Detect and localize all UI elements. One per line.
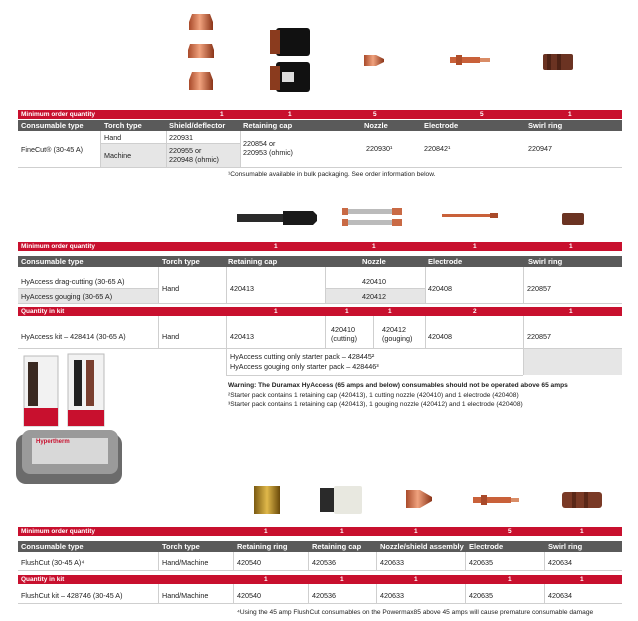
hyaccess-kit-qty-nozzle-cut: 1 xyxy=(345,308,349,315)
hyaccess-nozzle-gouge: 420412 xyxy=(362,292,386,301)
flushcut-ring: 420540 xyxy=(237,558,261,567)
finecut-header-nozzle: Nozzle xyxy=(364,121,388,130)
flushcut-qty-swirl: 1 xyxy=(580,528,584,535)
finecut-cap-1: 220854 or xyxy=(243,139,276,148)
hyaccess-kit-electrode: 420408 xyxy=(428,332,452,341)
hyaccess-nozzle-drag: 420410 xyxy=(362,277,386,286)
hyaccess-kit-cap: 420413 xyxy=(230,332,254,341)
hyaccess-qty-swirl: 1 xyxy=(569,243,573,250)
flushcut-kit-swirl: 420634 xyxy=(548,591,572,600)
flushcut-retaining-cap-image xyxy=(318,484,364,516)
hyaccess-retaining-cap-image xyxy=(235,208,319,228)
hyaccess-header-row xyxy=(18,256,622,267)
hyaccess-warning: Warning: The Duramax HyAccess (65 amps and below) consumables should not be operated above 65 amps xyxy=(228,382,568,389)
flushcut-swirl-ring-image xyxy=(560,490,604,510)
flushcut-nozzle: 420633 xyxy=(380,558,404,567)
flushcut-kit: FlushCut kit – 428746 (30-45 A) xyxy=(21,591,123,600)
hyaccess-gouge: HyAccess gouging (30-65 A) xyxy=(21,292,113,301)
hyaccess-kit-label: Quantity in kit xyxy=(21,308,65,315)
flushcut-kit-nozzle: 420633 xyxy=(380,591,404,600)
finecut-header-torch: Torch type xyxy=(104,121,142,130)
hyaccess-header-consumable: Consumable type xyxy=(21,257,84,266)
finecut-header-shield: Shield/deflector xyxy=(169,121,226,130)
flushcut-cap: 420536 xyxy=(312,558,336,567)
flushcut-kit-electrode: 420635 xyxy=(469,591,493,600)
flushcut-header-consumable: Consumable type xyxy=(21,542,84,551)
flushcut-kit-qty-nozzle: 1 xyxy=(414,576,418,583)
finecut-header-electrode: Electrode xyxy=(424,121,459,130)
flushcut-header-electrode: Electrode xyxy=(469,542,504,551)
finecut-qty-label: Minimum order quantity xyxy=(21,111,96,118)
finecut-cap-2: 220953 (ohmic) xyxy=(243,148,293,157)
hyaccess-note-3: ³Starter pack contains 1 retaining cap (420413), 1 gouging nozzle (420412) and 1 electrode (420408) xyxy=(228,401,523,408)
finecut-electrode: 220842¹ xyxy=(424,144,451,153)
hyaccess-qty-label: Minimum order quantity xyxy=(21,243,96,250)
flushcut-qty-nozzle: 1 xyxy=(414,528,418,535)
flushcut-kit-cap: 420536 xyxy=(312,591,336,600)
hyaccess-qty-electrode: 1 xyxy=(473,243,477,250)
flushcut-kit-bar xyxy=(18,575,622,584)
hyaccess-drag: HyAccess drag-cutting (30-65 A) xyxy=(21,277,125,286)
hyaccess-electrode: 420408 xyxy=(428,284,452,293)
hyaccess-qty-cap: 1 xyxy=(274,243,278,250)
finecut-footnote: ¹Consumable available in bulk packaging. See order information below. xyxy=(228,171,436,178)
hyaccess-qty-bar xyxy=(18,242,622,251)
hyaccess-nozzles-image xyxy=(342,207,406,229)
hyaccess-header-torch: Torch type xyxy=(162,257,200,266)
flushcut-kit-torch: Hand/Machine xyxy=(162,591,209,600)
flushcut-qty-ring: 1 xyxy=(264,528,268,535)
flushcut-electrode: 420635 xyxy=(469,558,493,567)
hyaccess-blister-pack-image xyxy=(24,354,120,430)
finecut-retaining-caps-image xyxy=(264,24,314,94)
kit-case-brand-label: Hypertherm xyxy=(36,439,70,445)
hyaccess-header-nozzle: Nozzle xyxy=(362,257,386,266)
flushcut-kit-qty-cap: 1 xyxy=(340,576,344,583)
hyaccess-header-electrode: Electrode xyxy=(428,257,463,266)
hyaccess-header-swirl: Swirl ring xyxy=(528,257,563,266)
hyaccess-qty-nozzle: 1 xyxy=(372,243,376,250)
hyaccess-swirl: 220857 xyxy=(527,284,551,293)
hyaccess-kit-swirl: 220857 xyxy=(527,332,551,341)
hyaccess-kit-qty-electrode: 2 xyxy=(473,308,477,315)
hyaccess-note-2: ²Starter pack contains 1 retaining cap (420413), 1 cutting nozzle (420410) and 1 electrode (420408) xyxy=(228,392,519,399)
hyaccess-kit-qty-cap: 1 xyxy=(274,308,278,315)
hyaccess-kit-shade xyxy=(524,349,622,375)
finecut-qty-shield: 1 xyxy=(220,111,224,118)
finecut-swirl-ring-image xyxy=(541,52,575,72)
hyaccess-kit-nozzle-gouge-1: 420412 xyxy=(382,325,406,334)
hyaccess-kit: HyAccess kit – 428414 (30-65 A) xyxy=(21,332,126,341)
hyaccess-electrode-image xyxy=(440,211,500,221)
flushcut-header-nozzle: Nozzle/shield assembly xyxy=(380,542,464,551)
flushcut-qty-cap: 1 xyxy=(340,528,344,535)
finecut-swirl: 220947 xyxy=(528,144,552,153)
finecut-header-consumable: Consumable type xyxy=(21,121,84,130)
flushcut-kit-qty-swirl: 1 xyxy=(580,576,584,583)
flushcut-header-row xyxy=(18,541,622,552)
hyaccess-kit-nozzle-cut-1: 420410 xyxy=(331,325,355,334)
hyaccess-kit-nozzle-gouge-2: (gouging) xyxy=(382,334,413,343)
hyaccess-header-cap: Retaining cap xyxy=(228,257,278,266)
hyaccess-starter-cut: HyAccess cutting only starter pack – 428445² xyxy=(230,352,375,361)
flushcut-nozzle-image xyxy=(404,488,434,510)
flushcut-retaining-ring-image xyxy=(252,484,282,516)
finecut-torch-machine: Machine xyxy=(104,151,132,160)
finecut-qty-bar xyxy=(18,110,622,119)
finecut-header-cap: Retaining cap xyxy=(243,121,293,130)
finecut-nozzle-image xyxy=(362,52,386,68)
hyaccess-kit-nozzle-cut-2: (cutting) xyxy=(331,334,357,343)
flushcut-qty-bar xyxy=(18,527,622,536)
finecut-qty-swirl: 1 xyxy=(568,111,572,118)
flushcut-swirl: 420634 xyxy=(548,558,572,567)
finecut-qty-electrode: 5 xyxy=(480,111,484,118)
finecut-shield-machine-2: 220948 (ohmic) xyxy=(169,155,219,164)
hyaccess-kit-torch: Hand xyxy=(162,332,180,341)
flushcut-header-ring: Retaining ring xyxy=(237,542,288,551)
flushcut-consumable: FlushCut (30-45 A)⁴ xyxy=(21,558,85,567)
finecut-shield-hand: 220931 xyxy=(169,133,193,142)
hyaccess-cap: 420413 xyxy=(230,284,254,293)
flushcut-qty-electrode: 5 xyxy=(508,528,512,535)
hyaccess-torch: Hand xyxy=(162,284,180,293)
hyaccess-starter-gouge: HyAccess gouging only starter pack – 428446³ xyxy=(230,362,379,371)
flushcut-header-cap: Retaining cap xyxy=(312,542,362,551)
flushcut-kit-label: Quantity in kit xyxy=(21,576,65,583)
finecut-shields-image xyxy=(186,12,216,98)
flushcut-electrode-image xyxy=(471,494,521,506)
finecut-torch-hand: Hand xyxy=(104,133,122,142)
flushcut-qty-label: Minimum order quantity xyxy=(21,528,96,535)
hyaccess-kit-case-image xyxy=(14,428,126,488)
finecut-shield-machine-1: 220955 or xyxy=(169,146,202,155)
finecut-qty-cap: 1 xyxy=(288,111,292,118)
flushcut-header-swirl: Swirl ring xyxy=(548,542,583,551)
finecut-electrode-image xyxy=(448,54,492,66)
hyaccess-kit-qty-nozzle-gouge: 1 xyxy=(388,308,392,315)
finecut-nozzle: 220930¹ xyxy=(366,144,393,153)
finecut-header-row xyxy=(18,120,622,131)
hyaccess-kit-qty-swirl: 1 xyxy=(569,308,573,315)
flushcut-kit-ring: 420540 xyxy=(237,591,261,600)
flushcut-header-torch: Torch type xyxy=(162,542,200,551)
flushcut-torch: Hand/Machine xyxy=(162,558,209,567)
flushcut-footnote: ⁴Using the 45 amp FlushCut consumables on the Powermax85 above 45 amps will cause premature consumable damage xyxy=(237,609,594,616)
finecut-header-swirl: Swirl ring xyxy=(528,121,563,130)
hyaccess-kit-bar xyxy=(18,307,622,316)
flushcut-kit-qty-ring: 1 xyxy=(264,576,268,583)
finecut-consumable: FineCut® (30-45 A) xyxy=(21,145,84,154)
hyaccess-swirl-ring-image xyxy=(560,212,586,226)
flushcut-kit-qty-electrode: 1 xyxy=(508,576,512,583)
finecut-qty-nozzle: 5 xyxy=(373,111,377,118)
